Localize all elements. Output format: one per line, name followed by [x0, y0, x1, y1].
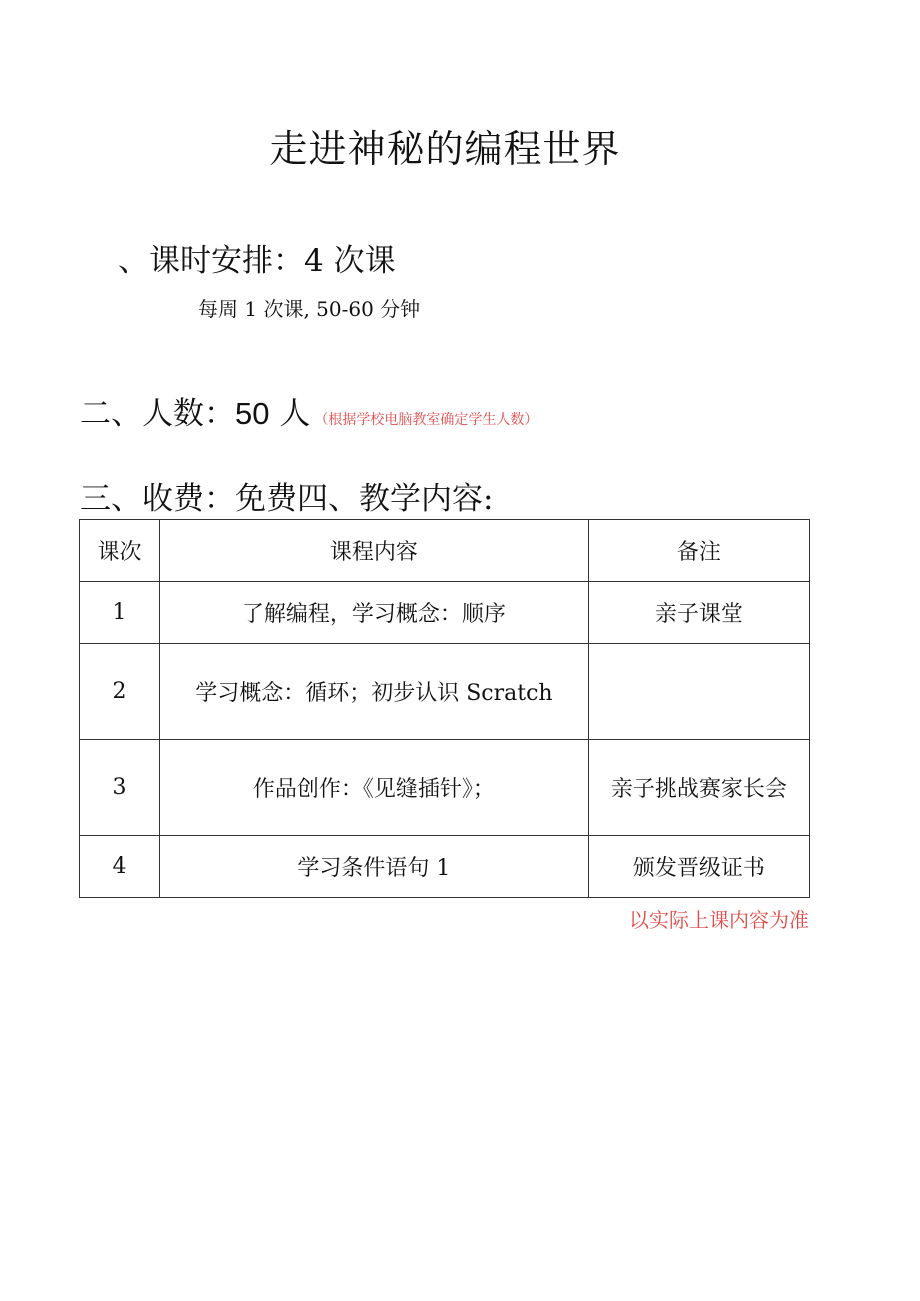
- session-note: 颁发晋级证书: [588, 836, 809, 898]
- session-number: 3: [80, 740, 160, 836]
- headcount-line: [80, 388, 538, 433]
- headcount-note: （根据学校电脑教室确定学生人数）: [314, 412, 539, 428]
- headcount-label: 二、人数：: [80, 396, 235, 432]
- table-row: [80, 740, 810, 836]
- session-content: 了解编程，学习概念：顺序: [160, 582, 589, 644]
- fee-and-content-heading: 三、收费：免费四、教学内容:: [80, 481, 494, 517]
- table-row: [80, 582, 810, 644]
- session-number: 4: [80, 836, 160, 898]
- table-row: [80, 836, 810, 898]
- header-session: 课次: [80, 520, 160, 582]
- table-row: [80, 644, 810, 740]
- table-header-row: [80, 520, 810, 582]
- course-table: [79, 519, 810, 898]
- headcount-unit: 人: [279, 396, 311, 432]
- session-number: 2: [80, 644, 160, 740]
- session-note: 亲子课堂: [588, 582, 809, 644]
- schedule-detail: 每周 1 次课, 50-60 分钟: [198, 297, 421, 321]
- session-note: 亲子挑战赛家长会: [588, 740, 809, 836]
- header-note: 备注: [588, 520, 809, 582]
- session-note: [588, 644, 809, 740]
- schedule-heading: 、课时安排：4 次课: [118, 243, 396, 279]
- session-content: 学习条件语句 1: [160, 836, 589, 898]
- session-content: 作品创作：《见缝插针》；: [160, 740, 589, 836]
- session-number: 1: [80, 582, 160, 644]
- session-content: 学习概念：循环；初步认识 Scratch: [160, 644, 589, 740]
- page-title: 走进神秘的编程世界: [269, 127, 621, 171]
- headcount-value: 50: [235, 396, 270, 431]
- footer-note: 以实际上课内容为准: [629, 908, 809, 932]
- header-content: 课程内容: [160, 520, 589, 582]
